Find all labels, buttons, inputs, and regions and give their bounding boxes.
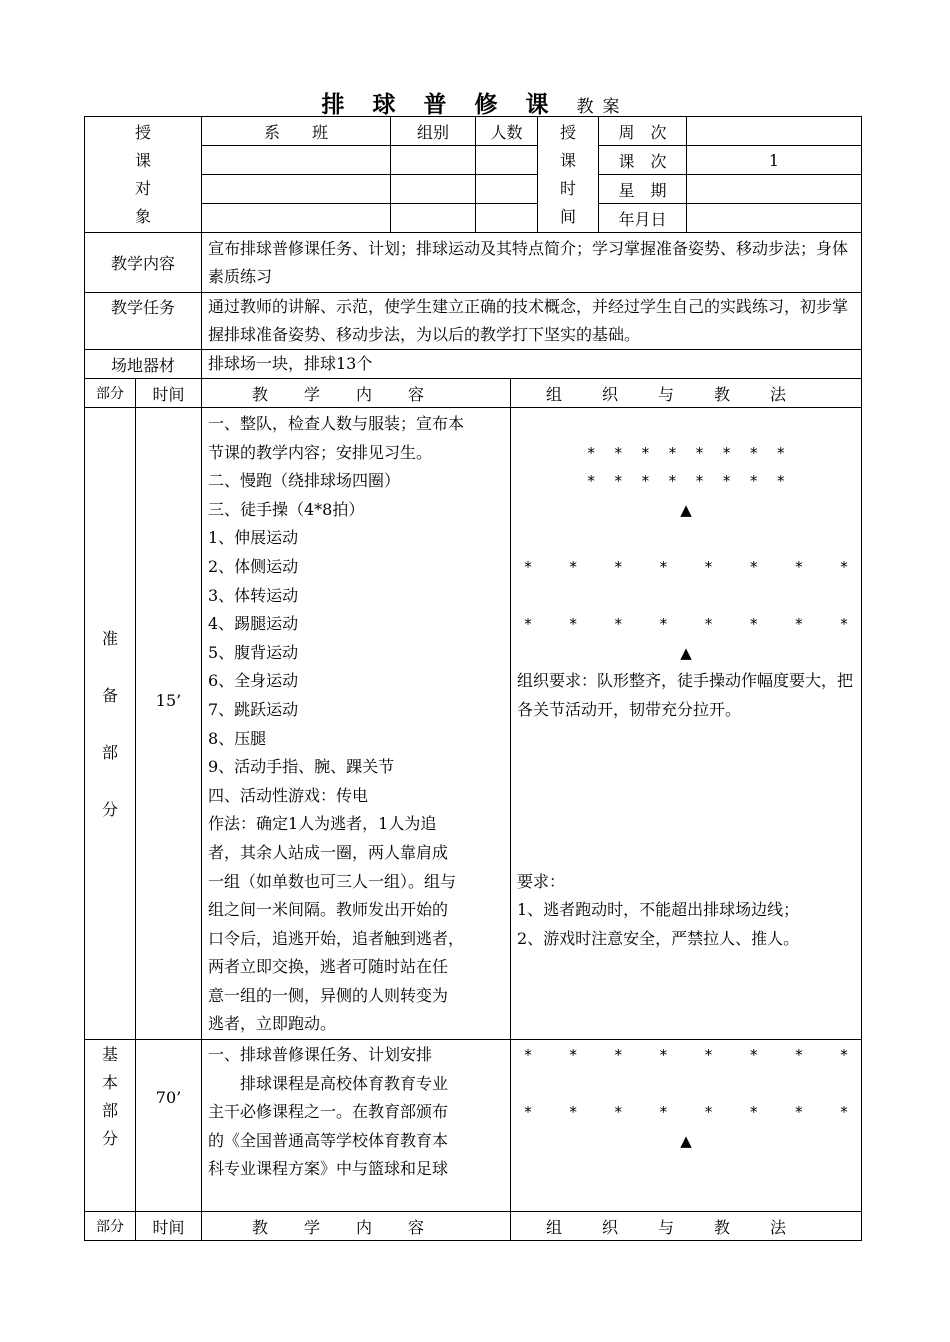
teacher-triangle-icon: ▲ xyxy=(680,643,692,662)
week-label: 周 次 xyxy=(599,117,687,146)
basic-part-label: 基 本 部 分 xyxy=(85,1040,136,1212)
dept-cell[interactable] xyxy=(202,204,391,233)
basic-content: 一、排球普修课任务、计划安排 排球课程是高校体育教育专业 主干必修课程之一。在教育部颁布 的《全国普通高等学校体育教育本 科专业课程方案》中与篮球和足球 xyxy=(202,1040,511,1212)
teacher-triangle-icon: ▲ xyxy=(680,500,692,519)
page-title xyxy=(0,86,950,119)
dept-cell[interactable] xyxy=(202,146,391,175)
teaching-object-label: 授 课 对 象 xyxy=(85,117,202,233)
formation-row: * * * * * * * * xyxy=(586,443,786,462)
weekday-value[interactable] xyxy=(687,175,862,204)
date-label: 年月日 xyxy=(599,204,687,233)
col-time: 时间 xyxy=(136,1212,202,1241)
week-value[interactable] xyxy=(687,117,862,146)
count-header: 人数 xyxy=(476,117,538,146)
summary-table xyxy=(84,232,862,379)
game-req-item: 1、逃者跑动时，不能超出排球场边线； xyxy=(517,900,800,920)
date-value[interactable] xyxy=(687,204,862,233)
col-part: 部分 xyxy=(85,379,136,408)
col-time: 时间 xyxy=(136,379,202,408)
game-req-item: 2、游戏时注意安全，严禁拉人、推人。 xyxy=(517,928,800,948)
basic-method xyxy=(511,1040,862,1212)
content-text: 宣布排球普修课任务、计划；排球运动及其特点简介；学习掌握准备姿势、移动步法；身体素质练习 xyxy=(202,233,862,293)
title-main: 排球普修课 xyxy=(321,91,577,118)
basic-time: 70’ xyxy=(136,1040,202,1212)
formation-row: * * * * * * * * xyxy=(523,615,849,634)
title-sub: 教案 xyxy=(576,97,629,117)
task-text: 通过教师的讲解、示范，使学生建立正确的技术概念，并经过学生自己的实践练习，初步掌握排球准备姿势、移动步法，为以后的教学打下坚实的基础。 xyxy=(202,293,862,350)
teacher-triangle-icon: ▲ xyxy=(680,1131,692,1150)
col-method: 组织与教法 xyxy=(511,379,862,408)
count-cell[interactable] xyxy=(476,204,538,233)
weekday-label: 星 期 xyxy=(599,175,687,204)
formation-row: * * * * * * * * xyxy=(523,557,849,576)
dept-class-header: 系 班 xyxy=(202,117,391,146)
lesson-no-label: 课 次 xyxy=(599,146,687,175)
col-content: 教学内容 xyxy=(202,1212,511,1241)
formation-row: * * * * * * * * xyxy=(586,472,786,491)
prep-time: 15’ xyxy=(136,408,202,1040)
formation-row: * * * * * * * * xyxy=(523,1103,849,1122)
dept-cell[interactable] xyxy=(202,175,391,204)
group-cell[interactable] xyxy=(391,204,476,233)
lesson-no-value[interactable]: 1 xyxy=(687,146,862,175)
game-req-title: 要求： xyxy=(517,871,566,891)
teaching-time-label: 授 课 时 间 xyxy=(538,117,599,233)
prep-method xyxy=(511,408,862,1040)
task-label: 教学任务 xyxy=(85,293,202,350)
group-cell[interactable] xyxy=(391,146,476,175)
count-cell[interactable] xyxy=(476,175,538,204)
col-part: 部分 xyxy=(85,1212,136,1241)
group-cell[interactable] xyxy=(391,175,476,204)
group-header: 组别 xyxy=(391,117,476,146)
prep-content: 一、整队，检查人数与服装；宣布本 节课的教学内容；安排见习生。 二、慢跑（绕排球场四圈） 三、徒手操（4*8拍） 1、伸展运动 2、体侧运动 3、体转运动 4、踢腿运动 5、腹背运动 6、全身运动 7、跳跃运动 8、压腿 9、活动手指、腕、踝关节 四、活动性游戏：传电 作法：确定1人为逃者，1人为追 者，其余人站成一圈，两人靠肩成 一组（如单数也可三人一组）。组与 组之间一米间隔。教师发出开始的 口令后，追逃开始，追者触到逃者， 两者立即交换，逃者可随时站在任 意一组的一侧，异侧的人则转变为 逃者，立即跑动。 xyxy=(202,408,511,1040)
org-requirement: 组织要求：队形整齐，徒手操动作幅度要大，把各关节活动开，韧带充分拉开。 xyxy=(517,671,854,719)
prep-part-label: 准 备 部 分 xyxy=(85,408,136,1040)
col-method: 组织与教法 xyxy=(511,1212,862,1241)
equipment-text: 排球场一块，排球13个 xyxy=(202,350,862,379)
count-cell[interactable] xyxy=(476,146,538,175)
col-content: 教学内容 xyxy=(202,379,511,408)
equipment-label: 场地器材 xyxy=(85,350,202,379)
content-label: 教学内容 xyxy=(85,233,202,293)
formation-row: * * * * * * * * xyxy=(523,1046,849,1065)
lesson-table xyxy=(84,378,862,1241)
header-table xyxy=(84,116,862,233)
